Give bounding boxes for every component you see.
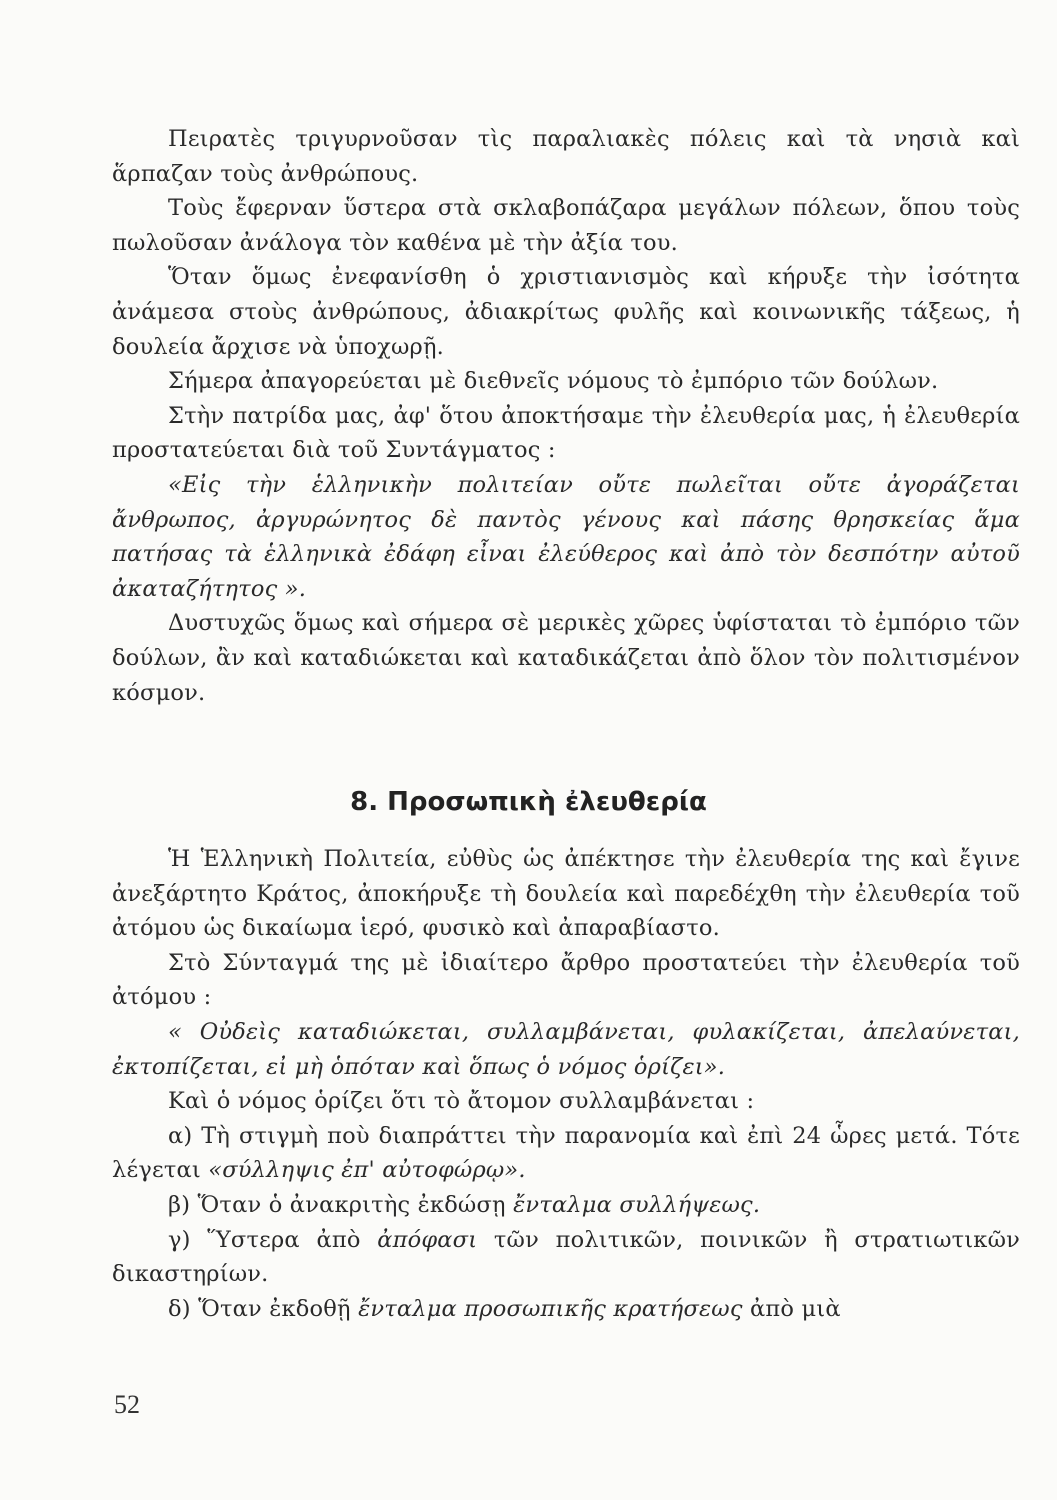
- paragraph-christianity: Ὅταν ὅμως ἐνεφανίσθη ὁ χριστιανισμὸς καὶ κήρυξε τὴν ἰσότητα ἀνάμεσα στοὺς ἀνθρώπους, ἀδιακρίτως φυλῆς καὶ κοινωνικῆς τάξεως, ἡ δουλεία ἄρχισε νὰ ὑποχωρῇ.: [112, 264, 1020, 360]
- bottom-text-block: [112, 842, 1020, 1326]
- list-item-a-italic: «σύλληψις ἐπ' αὐτοφώρῳ».: [208, 1157, 526, 1184]
- list-item-d-text: δ) Ὅταν ἐκδοθῇ: [168, 1295, 351, 1322]
- list-item-c: [112, 1223, 1020, 1292]
- paragraph-greek-state: Ἡ Ἑλληνικὴ Πολιτεία, εὐθὺς ὡς ἀπέκτησε τὴν ἐλευθερία της καὶ ἔγινε ἀνεξάρτητο Κράτος, ἀποκήρυξε τὴ δουλεία καὶ παρεδέχθη τὴν ἐλευθερία τοῦ ἀτόμου ὡς δικαίωμα ἱερό, φυσικὸ καὶ ἀπαραβίαστο.: [112, 846, 1020, 942]
- list-item-c-text: γ) Ὕστερα ἀπὸ: [168, 1226, 361, 1253]
- paragraph-slave-markets: Τοὺς ἔφερναν ὕστερα στὰ σκλαβοπάζαρα μεγάλων πόλεων, ὅπου τοὺς πωλοῦσαν ἀνάλογα τὸν καθένα μὲ τὴν ἀξία του.: [112, 195, 1020, 256]
- paragraph-law-defines: Καὶ ὁ νόμος ὁρίζει ὅτι τὸ ἄτομον συλλαμβάνεται :: [168, 1088, 755, 1115]
- list-item-c-rest: τῶν πολιτικῶν, ποινικῶν ἢ στρατιωτικῶν δικαστηρίων.: [112, 1226, 1020, 1288]
- paragraph-international-law: Σήμερα ἀπαγορεύεται μὲ διεθνεῖς νόμους τὸ ἐμπόριο τῶν δούλων.: [168, 368, 939, 395]
- list-item-b: [112, 1188, 1020, 1223]
- list-item-c-italic: ἀπόφασι: [377, 1226, 478, 1253]
- paragraph-constitution: Στὴν πατρίδα μας, ἀφ' ὅτου ἀποκτήσαμε τὴν ἐλευθερία μας, ἡ ἐλευθερία προστατεύεται διὰ τοῦ Συντάγματος :: [112, 402, 1020, 464]
- list-item-d-rest: ἀπὸ μιὰ: [750, 1295, 841, 1322]
- constitution-quote-liberty: « Οὐδεὶς καταδιώκεται, συλλαμβάνεται, φυλακίζεται, ἀπελαύνεται, ἐκτοπίζεται, εἰ μὴ ὁπόταν καὶ ὅπως ὁ νόμος ὁρίζει».: [112, 1018, 1020, 1080]
- constitution-quote-slavery: «Εἰς τὴν ἑλληνικὴν πολιτείαν οὔτε πωλεῖται οὔτε ἀγοράζεται ἄνθρωπος, ἀργυρώνητος δὲ παντὸς γένους καὶ πάσης θρησκείας ἅμα πατήσας τὰ ἑλληνικὰ ἐδάφη εἶναι ἐλεύθερος καὶ ἀπὸ τὸν δεσπότην αὐτοῦ ἀκαταζήτητος ».: [112, 471, 1020, 602]
- section-heading: 8. Προσωπικὴ ἐλευθερία: [350, 787, 707, 817]
- paragraph-constitution-article: Στὸ Σύνταγμά της μὲ ἰδιαίτερο ἄρθρο προστατεύει τὴν ἐλευθερία τοῦ ἀτόμου :: [112, 949, 1020, 1011]
- list-item-b-text: β) Ὅταν ὁ ἀνακριτὴς ἐκδώσῃ: [168, 1191, 506, 1218]
- paragraph-pirates: Πειρατὲς τριγυρνοῦσαν τὶς παραλιακὲς πόλεις καὶ τὰ νησιὰ καὶ ἅρπαζαν τοὺς ἀνθρώπους.: [112, 126, 1020, 187]
- top-text-block: [112, 122, 1020, 710]
- list-item-d-italic: ἔνταλμα προσωπικῆς κρατήσεως: [358, 1295, 743, 1322]
- list-item-a-text: α) Τὴ στιγμὴ ποὺ διαπράττει τὴν παρανομία καὶ ἐπὶ 24 ὧρες μετά. Τότε λέγεται: [112, 1122, 1020, 1184]
- list-item-d: [112, 1292, 1020, 1327]
- page-number: 52: [114, 1390, 140, 1419]
- paragraph-slave-trade-today: Δυστυχῶς ὅμως καὶ σήμερα σὲ μερικὲς χῶρες ὑφίσταται τὸ ἐμπόριο τῶν δούλων, ἂν καὶ καταδιώκεται καὶ καταδικάζεται ἀπὸ ὅλον τὸν πολιτισμένον κόσμον.: [112, 610, 1020, 706]
- list-item-a: [112, 1119, 1020, 1188]
- list-item-b-italic: ἔνταλμα συλλήψεως.: [513, 1191, 761, 1218]
